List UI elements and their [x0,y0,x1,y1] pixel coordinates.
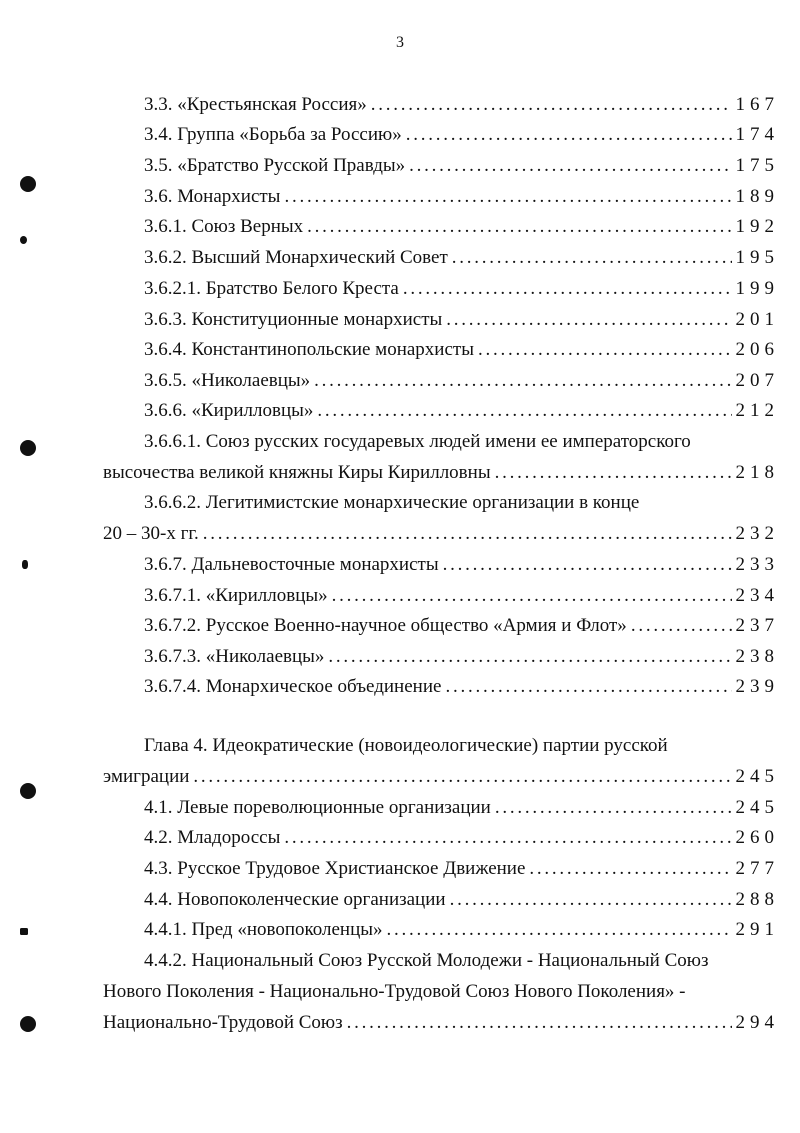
toc-entry-line [144,823,779,853]
toc-entry-line [144,427,691,457]
toc-entry-line [144,731,668,761]
toc-entry-title: 3.6.2. Высший Монархический Совет [144,247,448,268]
toc-entry-line [144,243,779,273]
toc-entry-line [144,642,779,672]
dot-leader [450,885,732,915]
dot-leader [314,366,731,396]
toc-entry-title: 3.6.7.2. Русское Военно-научное общество «Армия и Флот» [144,615,627,636]
toc-entry-page: 206 [735,339,779,360]
dot-leader [284,823,731,853]
toc-entry-title-line-1: 3.6.6.1. Союз русских государевых людей имени ее императорского [144,431,691,452]
punch-hole-1 [20,176,36,192]
dot-leader [445,672,731,702]
toc-entry-title: 3.6.7.1. «Кирилловцы» [144,585,328,606]
toc-entry-line [144,305,779,335]
toc-entry-line [144,915,779,945]
toc-entry-title: 3.6.1. Союз Верных [144,216,304,237]
punch-hole-4 [20,1016,36,1032]
toc-entry-title: 4.1. Левые пореволюционные организации [144,797,491,818]
page-number: 3 [396,34,404,51]
toc-entry-title-line-1: 4.4.2. Национальный Союз Русской Молодежи - Национальный Союз [144,950,709,971]
toc-entry-page: 167 [735,94,779,115]
dot-leader [203,519,732,549]
dot-leader [409,151,731,181]
toc-entry-line [144,550,779,580]
toc-entry-title: 20 – 30-х гг. [103,523,199,544]
toc-entry-page: 245 [735,797,779,818]
dot-leader [478,335,732,365]
toc-entry-page: 238 [735,646,779,667]
toc-entry-line [144,885,779,915]
toc-entry-page: 294 [735,1012,779,1033]
toc-entry-title: 3.6.5. «Николаевцы» [144,370,311,391]
toc-entry-line [144,946,708,976]
toc-entry-line [144,120,779,150]
dot-leader [403,274,732,304]
scan-speck-3 [20,928,28,935]
toc-entry-page: 175 [735,155,779,176]
toc-entry-line [144,151,779,181]
toc-entry-title: высочества великой княжны Киры Кирилловны [103,462,491,483]
toc-entry-title: Национально-Трудовой Союз [103,1012,343,1033]
toc-entry-page: 201 [735,309,779,330]
toc-entry-page: 239 [735,676,779,697]
toc-entry-line [144,396,779,426]
toc-entry-title: 3.6.2.1. Братство Белого Креста [144,278,399,299]
toc-entry-line [144,366,779,396]
toc-entry-title: 3.4. Группа «Борьба за Россию» [144,124,402,145]
punch-hole-2 [20,440,36,456]
toc-entry-page: 245 [735,766,779,787]
toc-entry-title: эмиграции [103,766,190,787]
toc-entry-page: 195 [735,247,779,268]
toc-entry-line [144,182,779,212]
toc-entry-page: 232 [735,523,779,544]
toc-entry-page: 237 [735,615,779,636]
toc-entry-title: 4.2. Младороссы [144,827,281,848]
toc-entry-title-line-1: 3.6.6.2. Легитимистские монархические организации в конце [144,492,640,513]
toc-entry-line [144,274,779,304]
dot-leader [371,90,732,120]
dot-leader [446,305,731,335]
toc-entry-title: 3.6. Монархисты [144,186,281,207]
punch-hole-3 [20,783,36,799]
toc-entry-line [144,611,779,641]
toc-entry-line [103,1008,779,1038]
dot-leader [443,550,732,580]
dot-leader [452,243,732,273]
toc-entry-page: 277 [735,858,779,879]
toc-entry-title: 4.4. Новопоколенческие организации [144,889,446,910]
toc-entry-page: 288 [735,889,779,910]
toc-entry-page: 234 [735,585,779,606]
toc-entry-page: 207 [735,370,779,391]
dot-leader [387,915,732,945]
toc-entry-page: 174 [735,124,779,145]
toc-entry-title-line-2: Нового Поколения - Национально-Трудовой Союз Нового Поколения» - [103,981,686,1002]
toc-entry-line [144,488,639,518]
toc-entry-page: 212 [735,400,779,421]
toc-entry-line [103,762,779,792]
dot-leader [328,642,731,672]
toc-entry-title: 3.5. «Братство Русской Правды» [144,155,406,176]
toc-entry-page: 192 [735,216,779,237]
toc-entry-page: 218 [735,462,779,483]
toc-entry-line [103,977,686,1007]
dot-leader [406,120,732,150]
scan-speck-1 [20,236,27,244]
toc-entry-page: 233 [735,554,779,575]
toc-entry-line [103,458,779,488]
toc-entry-title: 3.6.4. Константинопольские монархисты [144,339,474,360]
toc-entry-title: 3.6.3. Конституционные монархисты [144,309,443,330]
toc-entry-title-line-1: Глава 4. Идеократические (новоидеологические) партии русской [144,735,668,756]
dot-leader [193,762,731,792]
toc-entry-title: 3.6.7.4. Монархическое объединение [144,676,442,697]
toc-entry-page: 199 [735,278,779,299]
toc-entry-title: 3.3. «Крестьянская Россия» [144,94,367,115]
toc-entry-line [144,90,779,120]
dot-leader [529,854,731,884]
toc-entry-line [144,672,779,702]
toc-entry-title: 3.6.6. «Кирилловцы» [144,400,314,421]
toc-entry-title: 4.3. Русское Трудовое Христианское Движение [144,858,526,879]
dot-leader [495,793,732,823]
toc-entry-line [144,854,779,884]
toc-entry-line [144,581,779,611]
toc-entry-line [144,793,779,823]
toc-entry-line [144,212,779,242]
dot-leader [631,611,732,641]
toc-entry-page: 189 [735,186,779,207]
toc-entry-page: 291 [735,919,779,940]
toc-entry-title: 4.4.1. Пред «новопоколенцы» [144,919,383,940]
toc-entry-title: 3.6.7. Дальневосточные монархисты [144,554,439,575]
toc-entry-title: 3.6.7.3. «Николаевцы» [144,646,325,667]
dot-leader [307,212,731,242]
toc-entry-line [103,519,779,549]
dot-leader [317,396,731,426]
dot-leader [284,182,731,212]
dot-leader [495,458,732,488]
dot-leader [332,581,732,611]
scan-speck-2 [22,560,28,569]
dot-leader [347,1008,732,1038]
toc-entry-line [144,335,779,365]
toc-entry-page: 260 [735,827,779,848]
